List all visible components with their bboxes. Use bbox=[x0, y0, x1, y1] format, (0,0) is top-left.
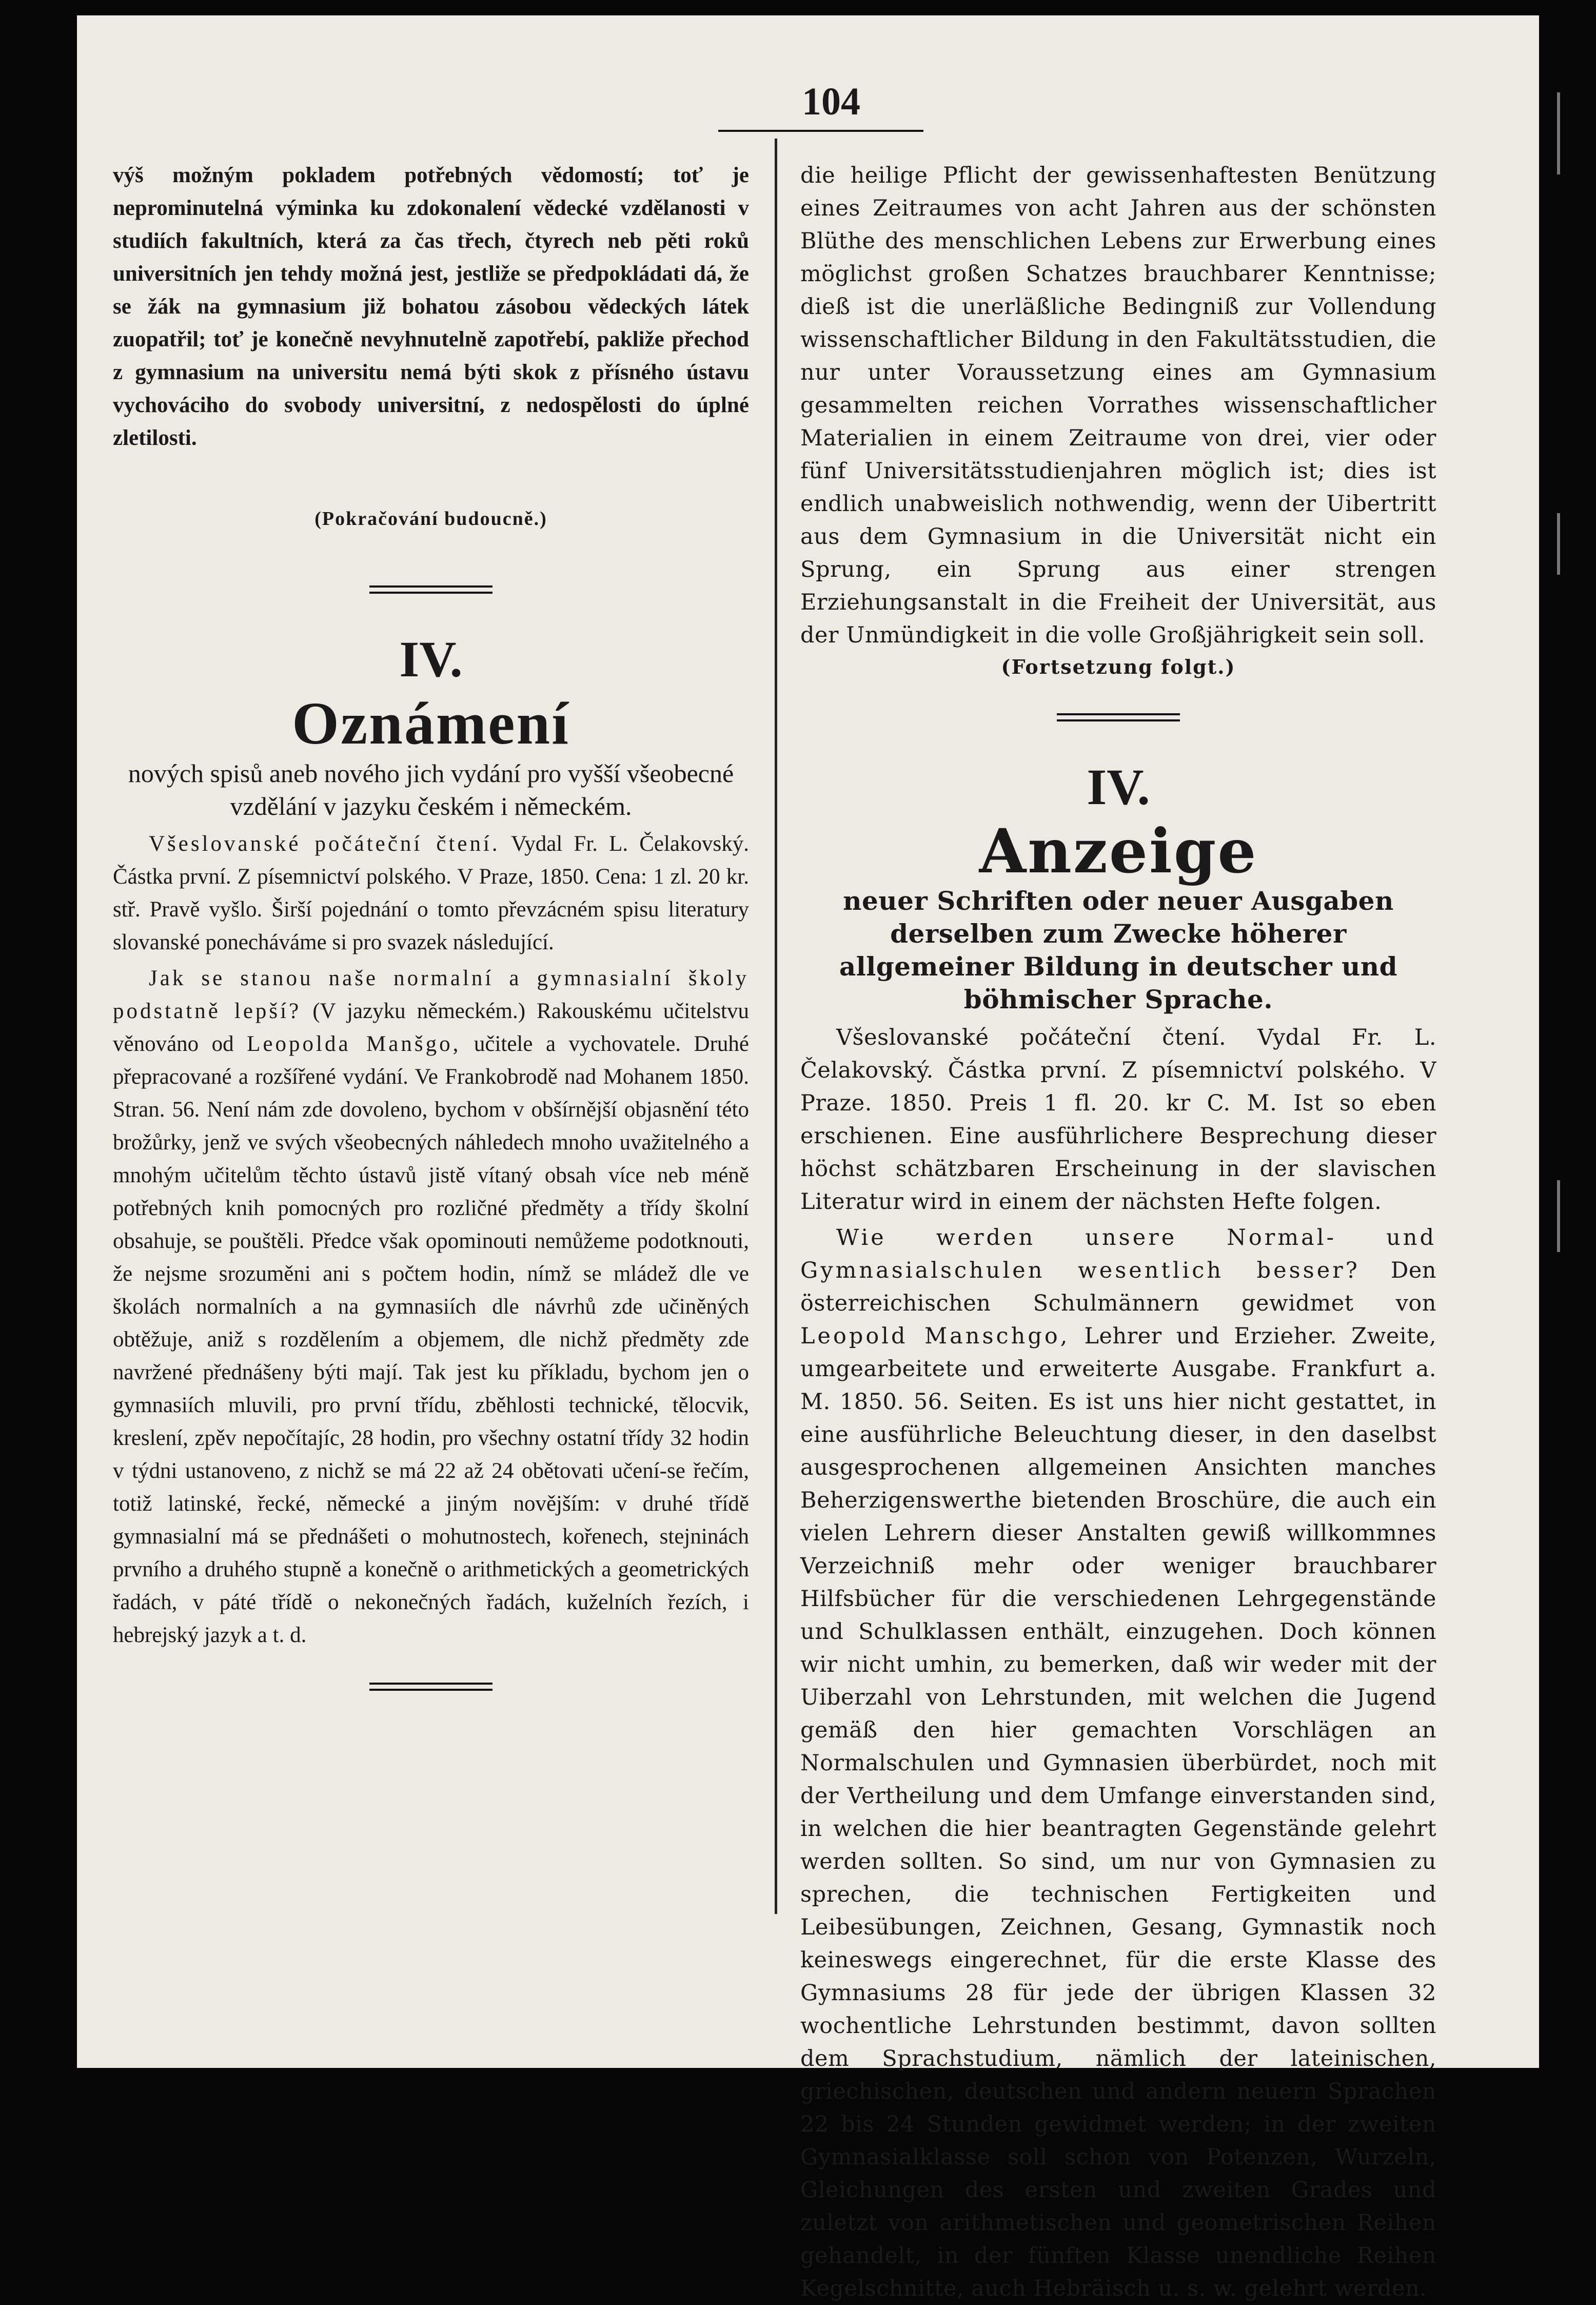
left-item-2-title: Jak se stanou naše normalní a gymnasialní školy podstatně lepší? bbox=[113, 966, 749, 1023]
right-opening-paragraph: die heilige Pflicht der gewissenhaftesten Benützung eines Zeitraumes von acht Jahren aus der schönsten Blüthe des menschlichen Lebens zur Erwerbung eines möglichst großen Schatzes brauchbarer Kenntnisse; dieß ist die unerläßliche Bedingniß zur Vollendung wissenschaftlicher Bildung in den Fakultätsstudien, die nur unter Voraussetzung eines am Gymnasium gesammelten reichen Vorrathes wissenschaftlicher Materialien in einem Zeitraume von drei, vier oder fünf Universitätsstudienjahren möglich ist; dies ist endlich unabweislich nothwendig, wenn der Uibertritt aus dem Gymnasium in die Universität nicht ein Sprung, ein Sprung aus einer strengen Erziehungsanstalt in die Freiheit der Universität, aus der Unmündigkeit in die volle Großjährigkeit sein soll. bbox=[800, 163, 1436, 648]
right-section-title: Anzeige bbox=[979, 815, 1258, 887]
page-number: 104 bbox=[802, 80, 860, 123]
right-section-separator bbox=[1057, 713, 1180, 721]
left-item-2-text-a: (V jazyku německém.) Rakouskému učitelstvu věnováno od bbox=[113, 999, 749, 1056]
left-item-1-title: Všeslovanské počáteční čtení. bbox=[149, 832, 500, 856]
page-edge-mark bbox=[1557, 513, 1560, 575]
right-item-2-text-b: Lehrer und Erzieher. Zweite, umgearbeitete und erweiterte Ausgabe. Frankfurt a. M. 1850. 56. Seiten. Es ist uns hier nicht gestattet, in eine ausführliche Beleuchtung dieser, in den daselbst ausgesprochenen allgemeinen Ansichten manches Beherzigenswerthe bietenden Broschüre, die auch ein vielen Lehrern dieser Anstalten gewiß willkommnes Verzeichniß mehr oder weniger brauchbarer Hilfsbücher für die verschiedenen Lehrgegenstände und Schulklassen enthält, einzugehen. Doch können wir nicht umhin, zu bemerken, daß wir weder mit der Uiberzahl von Lehrstunden, mit welchen die Jugend gemäß den hier gemachten Vorschlägen an Normalschulen und Gymnasien überbürdet, noch mit der Vertheilung und dem Umfange einverstanden sind, in welchen die hier beantragten Gegenstände gelehrt werden sollten. So sind, um nur von Gymnasien zu sprechen, die technischen Fertigkeiten und Leibesübungen, Zeichnen, Gesang, Gymnastik noch keineswegs eingerechnet, für die erste Klasse des Gymnasiums 28 für jede der übrigen Klassen 32 wochentliche Lehrstunden bestimmt, davon sollten dem Sprachstudium, nämlich der lateinischen, griechischen, deutschen und andern neuern Sprachen 22 bis 24 Stunden gewidmet werden; in der zweiten Gymnasialklasse soll schon von Potenzen, Wurzeln, Gleichungen des ersten und zweiten Grades und zuletzt von arithmetischen und geometrischen Reihen gehandelt, in der fünften Klasse unendliche Reihen Kegelschnitte, auch Hebräisch u. s. w. gelehrt werden. bbox=[800, 1323, 1436, 2301]
right-column-german bbox=[800, 159, 1436, 2305]
left-continuation-note: (Pokračování budoucně.) bbox=[314, 508, 547, 530]
left-item-2 bbox=[113, 962, 749, 1652]
right-item-1: Všeslovanské počáteční čtení. Vydal Fr. L. Čelakovský. Částka první. Z písemnictví polského. V Praze. 1850. Preis 1 fl. 20. kr C. M. Ist so eben erschienen. Eine ausführlichere Besprechung dieser höchst schätzbaren Erscheinung in der slavischen Literatur wird in einem der nächsten Hefte folgen. bbox=[800, 1025, 1436, 1215]
page-number-rule bbox=[718, 130, 923, 132]
left-end-separator bbox=[369, 1683, 492, 1691]
left-item-2-author: Leopolda Manšgo, bbox=[247, 1032, 461, 1056]
right-item-2-title: Wie werden unsere Normal- und Gymnasialschulen wesentlich besser? bbox=[800, 1225, 1436, 1283]
page-edge-mark bbox=[1557, 1180, 1560, 1252]
left-item-2-text-b: učitele a vychovatele. Druhé přepracované a rozšířené vydání. Ve Frankobrodě nad Mohanem 1850. Stran. 56. Není nám zde dovoleno, bychom v obšírnější objasnění této brožůrky, jenž ve svých všeobecných náhledech mnoho uvažitelného a mnohým učitelům těchto ústavů jistě vítaný obsah více neb méně potřebných knih pomocných pro rozličné předměty a třídy školní obsahuje, se pouštěli. Předce však opominouti nemůžeme podotknouti, že nejsme srozuměni ani s počtem hodin, nímž se mládež dle ve školách normalních a na gymnasiích dle návrhů zde učiněných obtěžuje, aniž s rozdělením a objemem, dle nichž předměty zde navržené přednášeny býti mají. Tak jest ku příkladu, bychom jen o gymnasiích mluvili, pro první třídu, zběhlosti technické, tělocvik, kreslení, zpěv nepočítajíc, 28 hodin, pro všechny ostatní třídy 32 hodin v týdni ustanoveno, z nichž se má 22 až 24 obětovati učení-se řečím, totiž latinské, řecké, německé a jiným novějším: v druhé třídě gymnasialní má se přednášeti o mohutnostech, kořenech, stejninách prvního a druhého stupně a konečně o arithmetických a geometrických řadách, v páté třídě o nekonečných řadách, kuželních řezích, i hebrejský jazyk a t. d. bbox=[113, 1032, 749, 1647]
column-divider bbox=[775, 139, 777, 1914]
left-item-1-text: Vydal Fr. L. Čelakovský. Částka první. Z písemnictví polského. V Praze, 1850. Cena: 1 zl. 20 kr. stř. Pravě vyšlo. Širší pojednání o tomto převzácném spisu literatury slovanské ponecháváme si pro svazek následující. bbox=[113, 832, 749, 954]
left-item-1 bbox=[113, 828, 749, 959]
right-item-2 bbox=[800, 1221, 1436, 2305]
right-section-numeral: IV. bbox=[1087, 758, 1150, 815]
right-item-2-text-a: Den österreichischen Schulmännern gewidmet von bbox=[800, 1258, 1436, 1316]
left-section-numeral: IV. bbox=[399, 631, 463, 688]
left-section-subtitle: nových spisů aneb nového jich vydání pro vyšší všeobecné vzdělání v jazyku českém i německém. bbox=[128, 759, 734, 821]
left-opening-paragraph: výš možným pokladem potřebných vědomostí; toť je neprominutelná výminka ku zdokonalení vědecké vzdělanosti v studiích fakultních, která za čas třech, čtyrech neb pěti roků universitních jen tehdy možná jest, jestliže se předpokládati dá, že se žák na gymnasium již bohatou zásobou vědeckých látek zuopatřil; toť je konečně nevyhnutelně zapotřebí, pakliže přechod z gymnasium na universitu nemá býti skok z přísného ústavu vychováciho do svobody universitní, z nedospělosti do úplné zletilosti. bbox=[113, 163, 749, 450]
right-continuation-note: (Fortsetzung folgt.) bbox=[1001, 655, 1236, 678]
right-item-2-author: Leopold Manschgo, bbox=[800, 1323, 1070, 1349]
newspaper-page bbox=[77, 15, 1539, 2301]
left-section-separator bbox=[369, 585, 492, 594]
left-column-czech bbox=[113, 159, 749, 1695]
right-section-subtitle: neuer Schriften oder neuer Ausgaben derselben zum Zwecke höherer allgemeiner Bildung in deutscher und böhmischer Sprache. bbox=[839, 886, 1398, 1014]
left-section-title: Oznámení bbox=[292, 690, 570, 757]
page-edge-mark bbox=[1557, 92, 1560, 174]
